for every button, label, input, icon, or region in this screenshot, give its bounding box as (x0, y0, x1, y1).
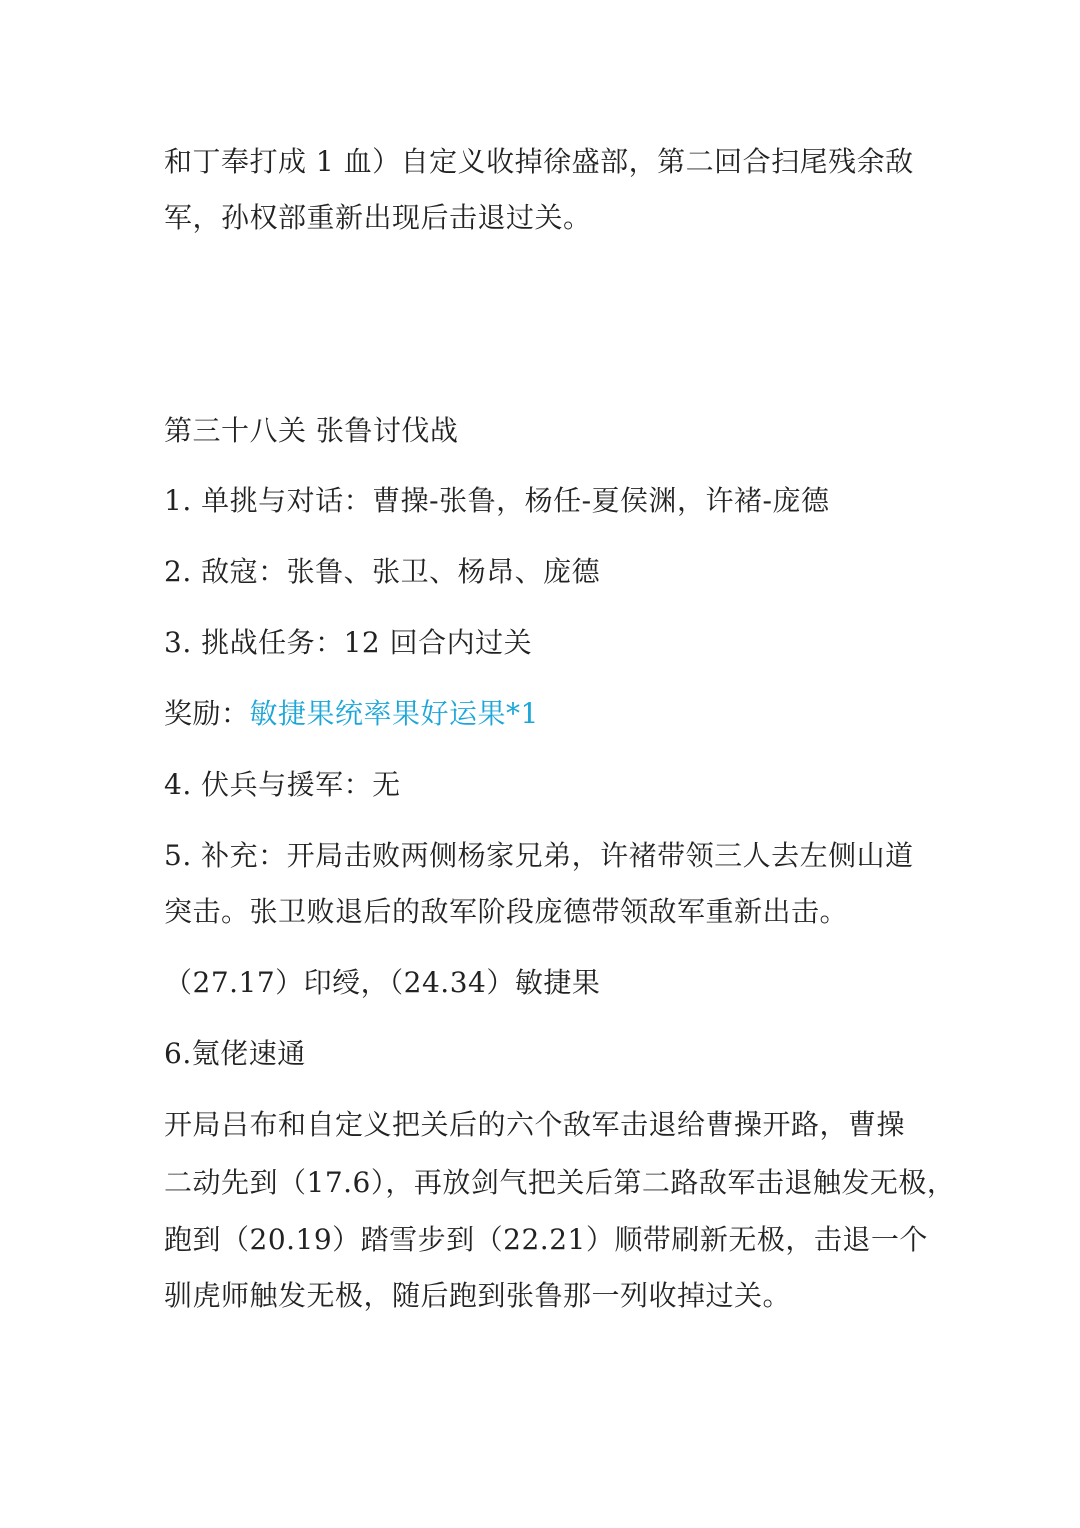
intro-line-2: 军，孙权部重新出现后击退过关。 (164, 201, 592, 234)
item-1-duel-dialogue: 1. 单挑与对话：曹操-张鲁，杨任-夏侯渊，许褚-庞德 (164, 484, 830, 517)
item-5-line-1: 5. 补充：开局击败两侧杨家兄弟，许褚带领三人去左侧山道 (164, 839, 914, 872)
item-6-body-line-3: 跑到（20.19）踏雪步到（22.21）顺带刷新无极，击退一个 (164, 1223, 928, 1256)
reward-label: 奖励： (164, 697, 250, 730)
coords-line: （27.17）印绶，（24.34）敏捷果 (164, 966, 601, 999)
reward-line (164, 697, 924, 731)
item-6-body-line-2: 二动先到（17.6），再放剑气把关后第二路敌军击退触发无极， (164, 1166, 956, 1199)
item-6-body-line-1: 开局吕布和自定义把关后的六个敌军击退给曹操开路，曹操 (164, 1108, 906, 1141)
item-4-ambush: 4. 伏兵与援军：无 (164, 768, 401, 801)
section-title: 第三十八关 张鲁讨伐战 (164, 414, 459, 447)
intro-line-1: 和丁奉打成 1 血）自定义收掉徐盛部，第二回合扫尾残余敌 (164, 145, 914, 178)
item-2-enemies: 2. 敌寇：张鲁、张卫、杨昂、庞德 (164, 555, 601, 588)
item-6-body-line-4: 驯虎师触发无极，随后跑到张鲁那一列收掉过关。 (164, 1279, 792, 1312)
item-5-line-2: 突击。张卫败退后的敌军阶段庞德带领敌军重新出击。 (164, 895, 849, 928)
item-3-challenge: 3. 挑战任务：12 回合内过关 (164, 626, 533, 659)
item-6-title: 6.氪佬速通 (164, 1037, 306, 1070)
reward-value: 敏捷果统率果好运果*1 (249, 697, 539, 730)
